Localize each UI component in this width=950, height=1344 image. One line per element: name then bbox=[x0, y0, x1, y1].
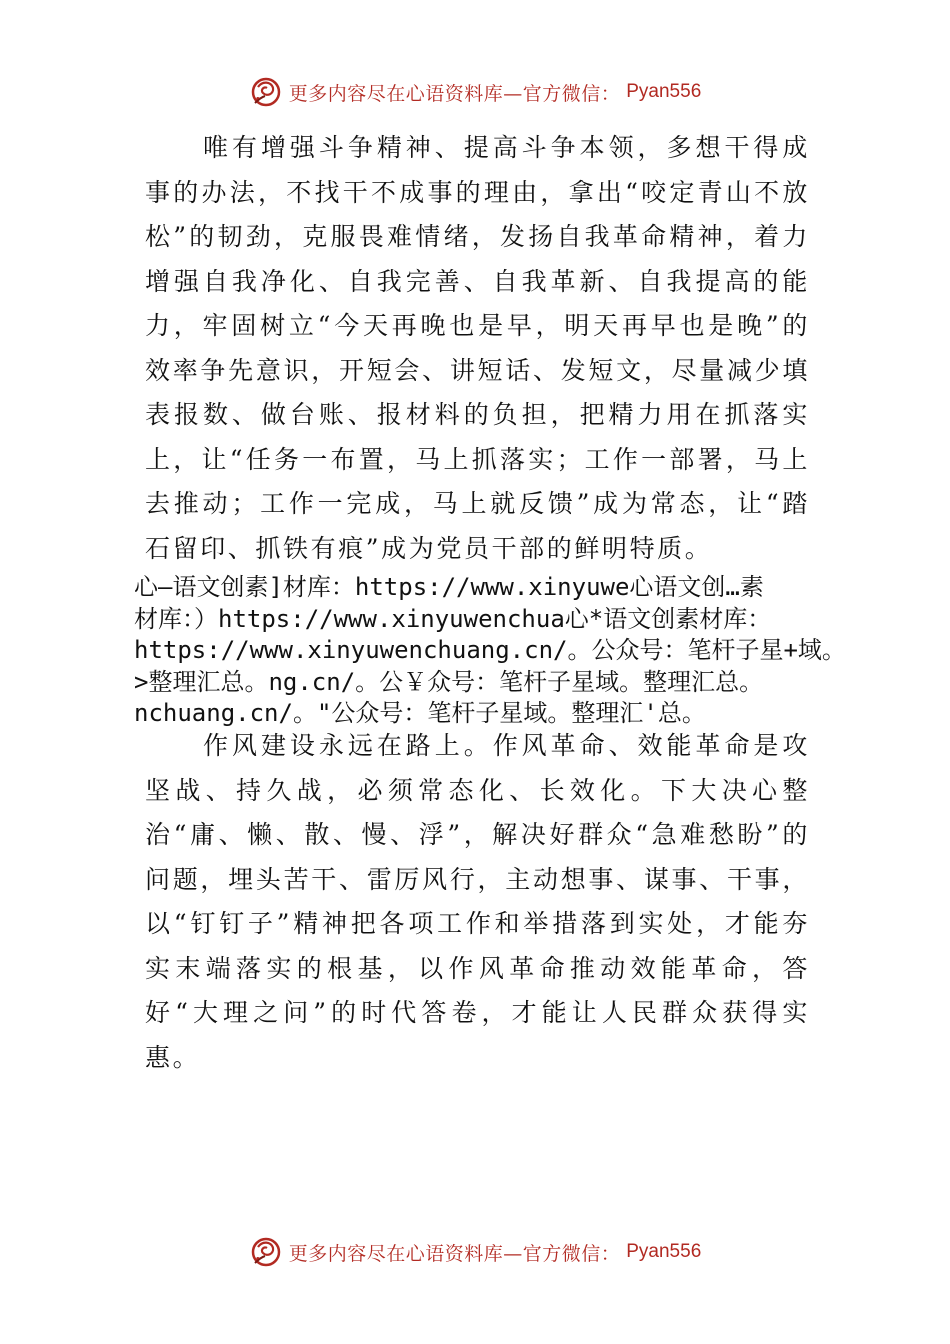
footer-banner-text: 更多内容尽在心语资料库—官方微信： bbox=[288, 1242, 621, 1265]
watermark-line: https://www.xinyuwenchuang.cn/。公众号：笔杆子星+域。 bbox=[134, 636, 846, 664]
header-banner bbox=[0, 72, 950, 112]
rose-logo-icon bbox=[249, 75, 283, 109]
footer-banner bbox=[0, 1232, 950, 1272]
watermark-line: >整理汇总。ng.cn/。公￥众号：笔杆子星域。整理汇总。 bbox=[134, 667, 764, 696]
rose-logo-icon bbox=[249, 1235, 283, 1269]
watermark-line: nchuang.cn/。"公众号：笔杆子星域。整理汇'总。 bbox=[134, 699, 706, 727]
body-paragraph-1: 唯有增强斗争精神、提高斗争本领，多想干得成事的办法，不找干不成事的理由，拿出“咬定青山不放松”的韧劲，克服畏难情绪，发扬自我革命精神，着力增强自我净化、自我完善、自我革新、自我提高的能力，牢固树立“今天再晚也是早，明天再早也是晚”的效率争先意识，开短会、讲短话、发短文，尽量减少填表报数、做台账、报材料的负担，把精力用在抓落实上，让“任务一布置，马上抓落实；工作一部署，马上去推动；工作一完成，马上就反馈”成为常态，让“踏石留印、抓铁有痕”成为党员干部的鲜明特质。 bbox=[145, 133, 810, 563]
watermark-line: 心—语文创素]材库：https://www.xinyuwe心语文创…素 bbox=[134, 573, 764, 601]
header-wechat-id: Pyan556 bbox=[626, 81, 702, 102]
body-paragraph-2: 作风建设永远在路上。作风革命、效能革命是攻坚战、持久战，必须常态化、长效化。下大决心整治“庸、懒、散、慢、浮”，解决好群众“急难愁盼”的问题，埋头苦干、雷厉风行，主动想事、谋事、干事，以“钉钉子”精神把各项工作和举措落到实处，才能夯实末端落实的根基，以作风革命推动效能革命，答好“大理之问”的时代答卷，才能让人民群众获得实惠。 bbox=[145, 731, 810, 1072]
footer-wechat-id: Pyan556 bbox=[626, 1241, 702, 1262]
watermark-line: 材库：）https://www.xinyuwenchua心*语文创素材库： bbox=[134, 604, 772, 633]
watermark-text-block bbox=[134, 572, 854, 730]
header-banner-text: 更多内容尽在心语资料库—官方微信： bbox=[288, 82, 621, 105]
